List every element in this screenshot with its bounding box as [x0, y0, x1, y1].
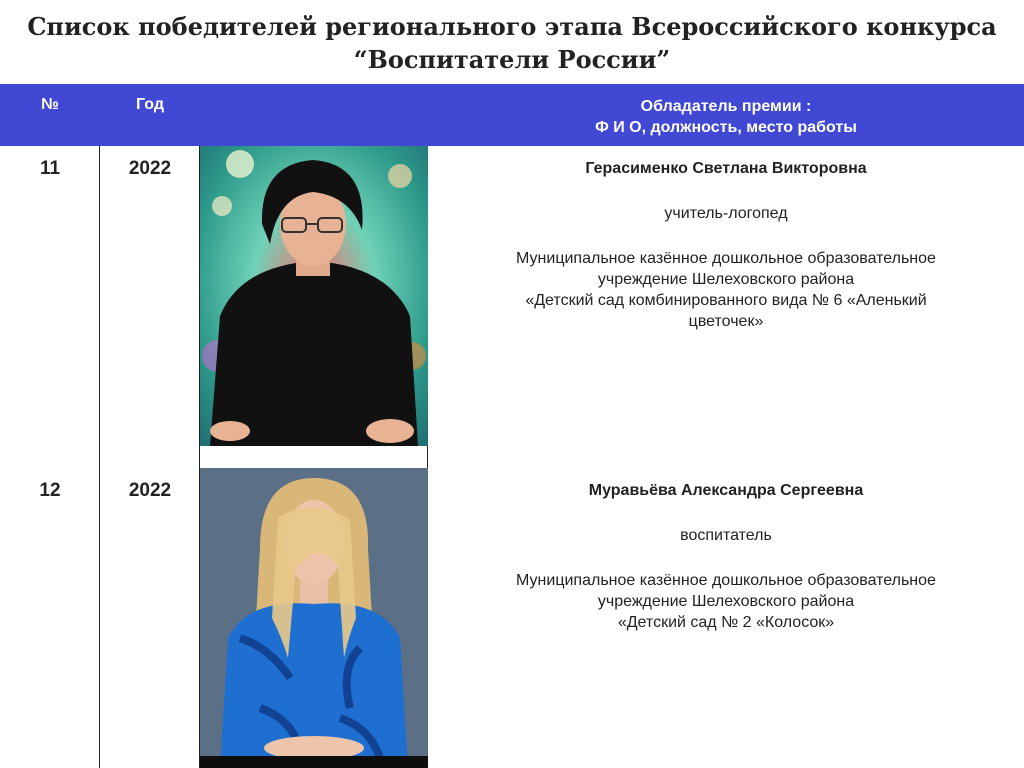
org-line: «Детский сад № 2 «Колосок» [617, 614, 835, 631]
org-line: учреждение Шелеховского района [597, 593, 855, 610]
table-row [0, 468, 1024, 768]
winner-photo [200, 468, 428, 768]
row-number: 12 [39, 480, 61, 501]
title-line-1: Список победителей регионального этапа Всероссийского конкурса [27, 12, 997, 41]
header-year: Год [136, 96, 164, 113]
page-title [0, 10, 1024, 76]
winner-organization [428, 248, 1024, 332]
header-number: № [41, 96, 59, 113]
portrait-illustration [200, 468, 428, 768]
winner-role: воспитатель [680, 527, 772, 544]
winner-info [428, 158, 1024, 332]
header-owner-line-2: Ф И О, должность, место работы [595, 119, 857, 136]
org-line: Муниципальное казённое дошкольное образовательное [516, 250, 936, 267]
org-line: «Детский сад комбинированного вида № 6 «Аленький [525, 292, 927, 309]
header-owner [428, 96, 1024, 138]
portrait-illustration [200, 146, 428, 446]
title-line-2: “Воспитатели России” [353, 45, 671, 74]
winner-name: Герасименко Светлана Викторовна [585, 160, 867, 177]
winner-info [428, 480, 1024, 633]
row-year: 2022 [128, 480, 172, 501]
org-line: учреждение Шелеховского района [597, 271, 855, 288]
winner-role: учитель-логопед [664, 205, 788, 222]
winner-photo [200, 146, 428, 446]
row-number: 11 [39, 158, 61, 179]
row-year: 2022 [128, 158, 172, 179]
header-owner-line-1: Обладатель премии : [640, 98, 812, 115]
winner-name: Муравьёва Александра Сергеевна [588, 482, 864, 499]
org-line: Муниципальное казённое дошкольное образовательное [516, 572, 936, 589]
table-row [0, 146, 1024, 468]
table-header [0, 84, 1024, 146]
winner-organization [428, 570, 1024, 633]
org-line: цветочек» [688, 313, 764, 330]
